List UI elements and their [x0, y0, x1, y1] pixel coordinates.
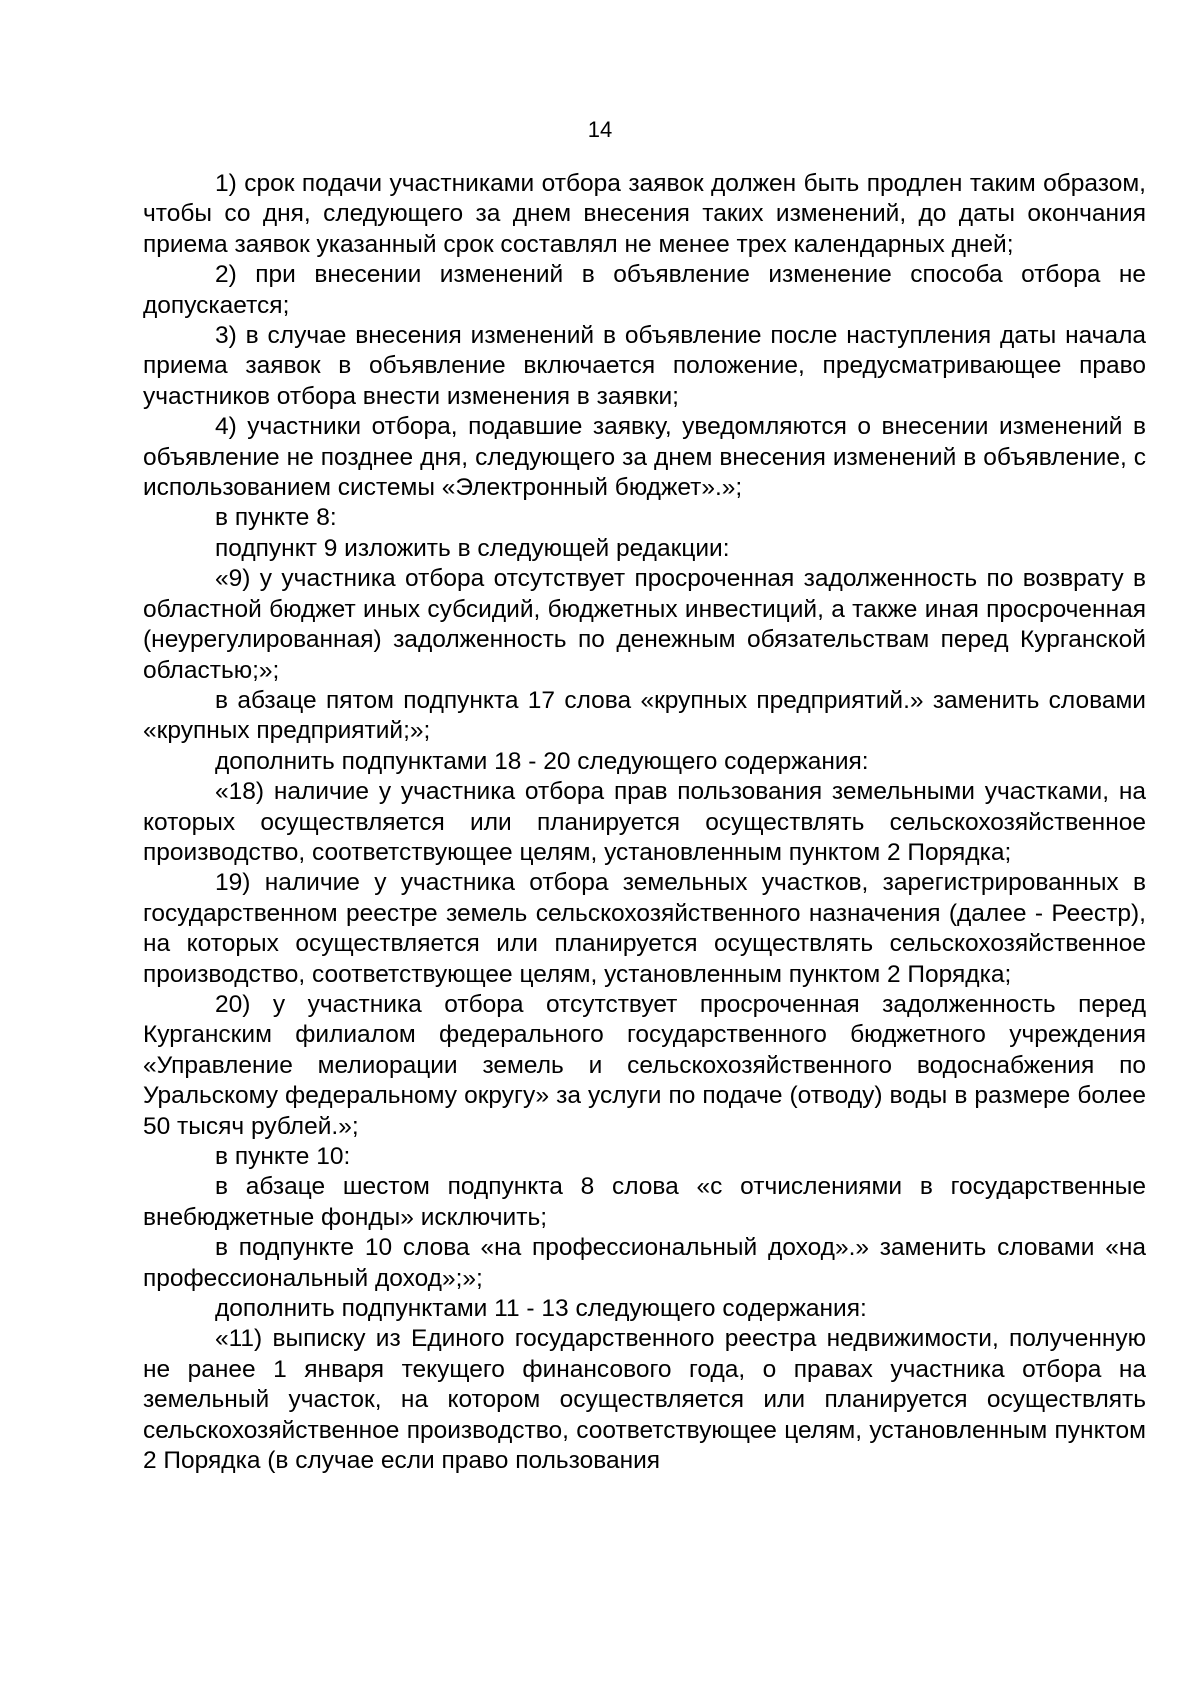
paragraph-subpoint-18: «18) наличие у участника отбора прав пользования земельными участками, на которых осуществляется или планируется осуществлять сельскохозяйственное производство, соответствующее целям, установленным пунктом 2 Порядка;: [143, 778, 1146, 866]
paragraph-subpoint-17: в абзаце пятом подпункта 17 слова «крупных предприятий.» заменить словами «крупных предприятий;»;: [143, 686, 1146, 745]
paragraph-subpoint-9: «9) у участника отбора отсутствует просроченная задолженность по возврату в областной бюджет иных субсидий, бюджетных инвестиций, а также иная просроченная (неурегулированная) задолженность по денежным обязательствам перед Курганской областью;»;: [143, 565, 1146, 684]
paragraph-point-8: в пункте 8:: [215, 504, 337, 532]
page-number: 14: [587, 117, 613, 142]
paragraph-subpoint-9-intro: подпункт 9 изложить в следующей редакции:: [215, 534, 730, 562]
paragraph-item-1: 1) срок подачи участниками отбора заявок должен быть продлен таким образом, чтобы со дня, следующего за днем внесения таких изменений, до даты окончания приема заявок указанный срок составлял не менее трех календарных дней;: [143, 170, 1146, 258]
paragraph-item-4: 4) участники отбора, подавшие заявку, уведомляются о внесении изменений в объявление не позднее дня, следующего за днем внесения изменений в объявление, с использованием системы «Электронный бюджет».»;: [143, 413, 1146, 502]
paragraph-subpoint-19: 19) наличие у участника отбора земельных участков, зарегистрированных в государственном реестре земель сельскохозяйственного назначения (далее - Реестр), на которых осуществляется или планируется осуществлять сельскохозяйственное производство, соответствующее целям, установленным пунктом 2 Порядка;: [143, 869, 1146, 988]
document-body: [143, 169, 1146, 1476]
paragraph-point-10: в пункте 10:: [215, 1143, 351, 1170]
paragraph-subpoint-20: 20) у участника отбора отсутствует просроченная задолженность перед Курганским филиалом федерального государственного бюджетного учреждения «Управление мелиорации земель и сельскохозяйственного водоснабжения по Уральскому федеральному округу» за услуги по подаче (отводу) воды в размере более 50 тысяч рублей.»;: [143, 990, 1146, 1140]
paragraph-subpoint-10: в подпункте 10 слова «на профессиональный доход».» заменить словами «на профессиональный доход»;»;: [143, 1234, 1146, 1292]
paragraph-subpoint-11: «11) выписку из Единого государственного реестра недвижимости, полученную не ранее 1 января текущего финансового года, о правах участника отбора на земельный участок, на котором осуществляется или планируется осуществлять сельскохозяйственное производство, соответствующее целям, установленным пунктом 2 Порядка (в случае если право пользования: [143, 1325, 1146, 1475]
paragraph-item-3: 3) в случае внесения изменений в объявление после наступления даты начала приема заявок в объявление включается положение, предусматривающее право участников отбора внести изменения в заявки;: [143, 322, 1146, 410]
paragraph-subpoint-8: в абзаце шестом подпункта 8 слова «с отчислениями в государственные внебюджетные фонды» исключить;: [143, 1173, 1146, 1231]
paragraph-add-18-20: дополнить подпунктами 18 - 20 следующего содержания:: [215, 747, 869, 775]
paragraph-item-2: 2) при внесении изменений в объявление изменение способа отбора не допускается;: [143, 261, 1146, 319]
paragraph-add-11-13: дополнить подпунктами 11 - 13 следующего содержания:: [215, 1295, 867, 1323]
